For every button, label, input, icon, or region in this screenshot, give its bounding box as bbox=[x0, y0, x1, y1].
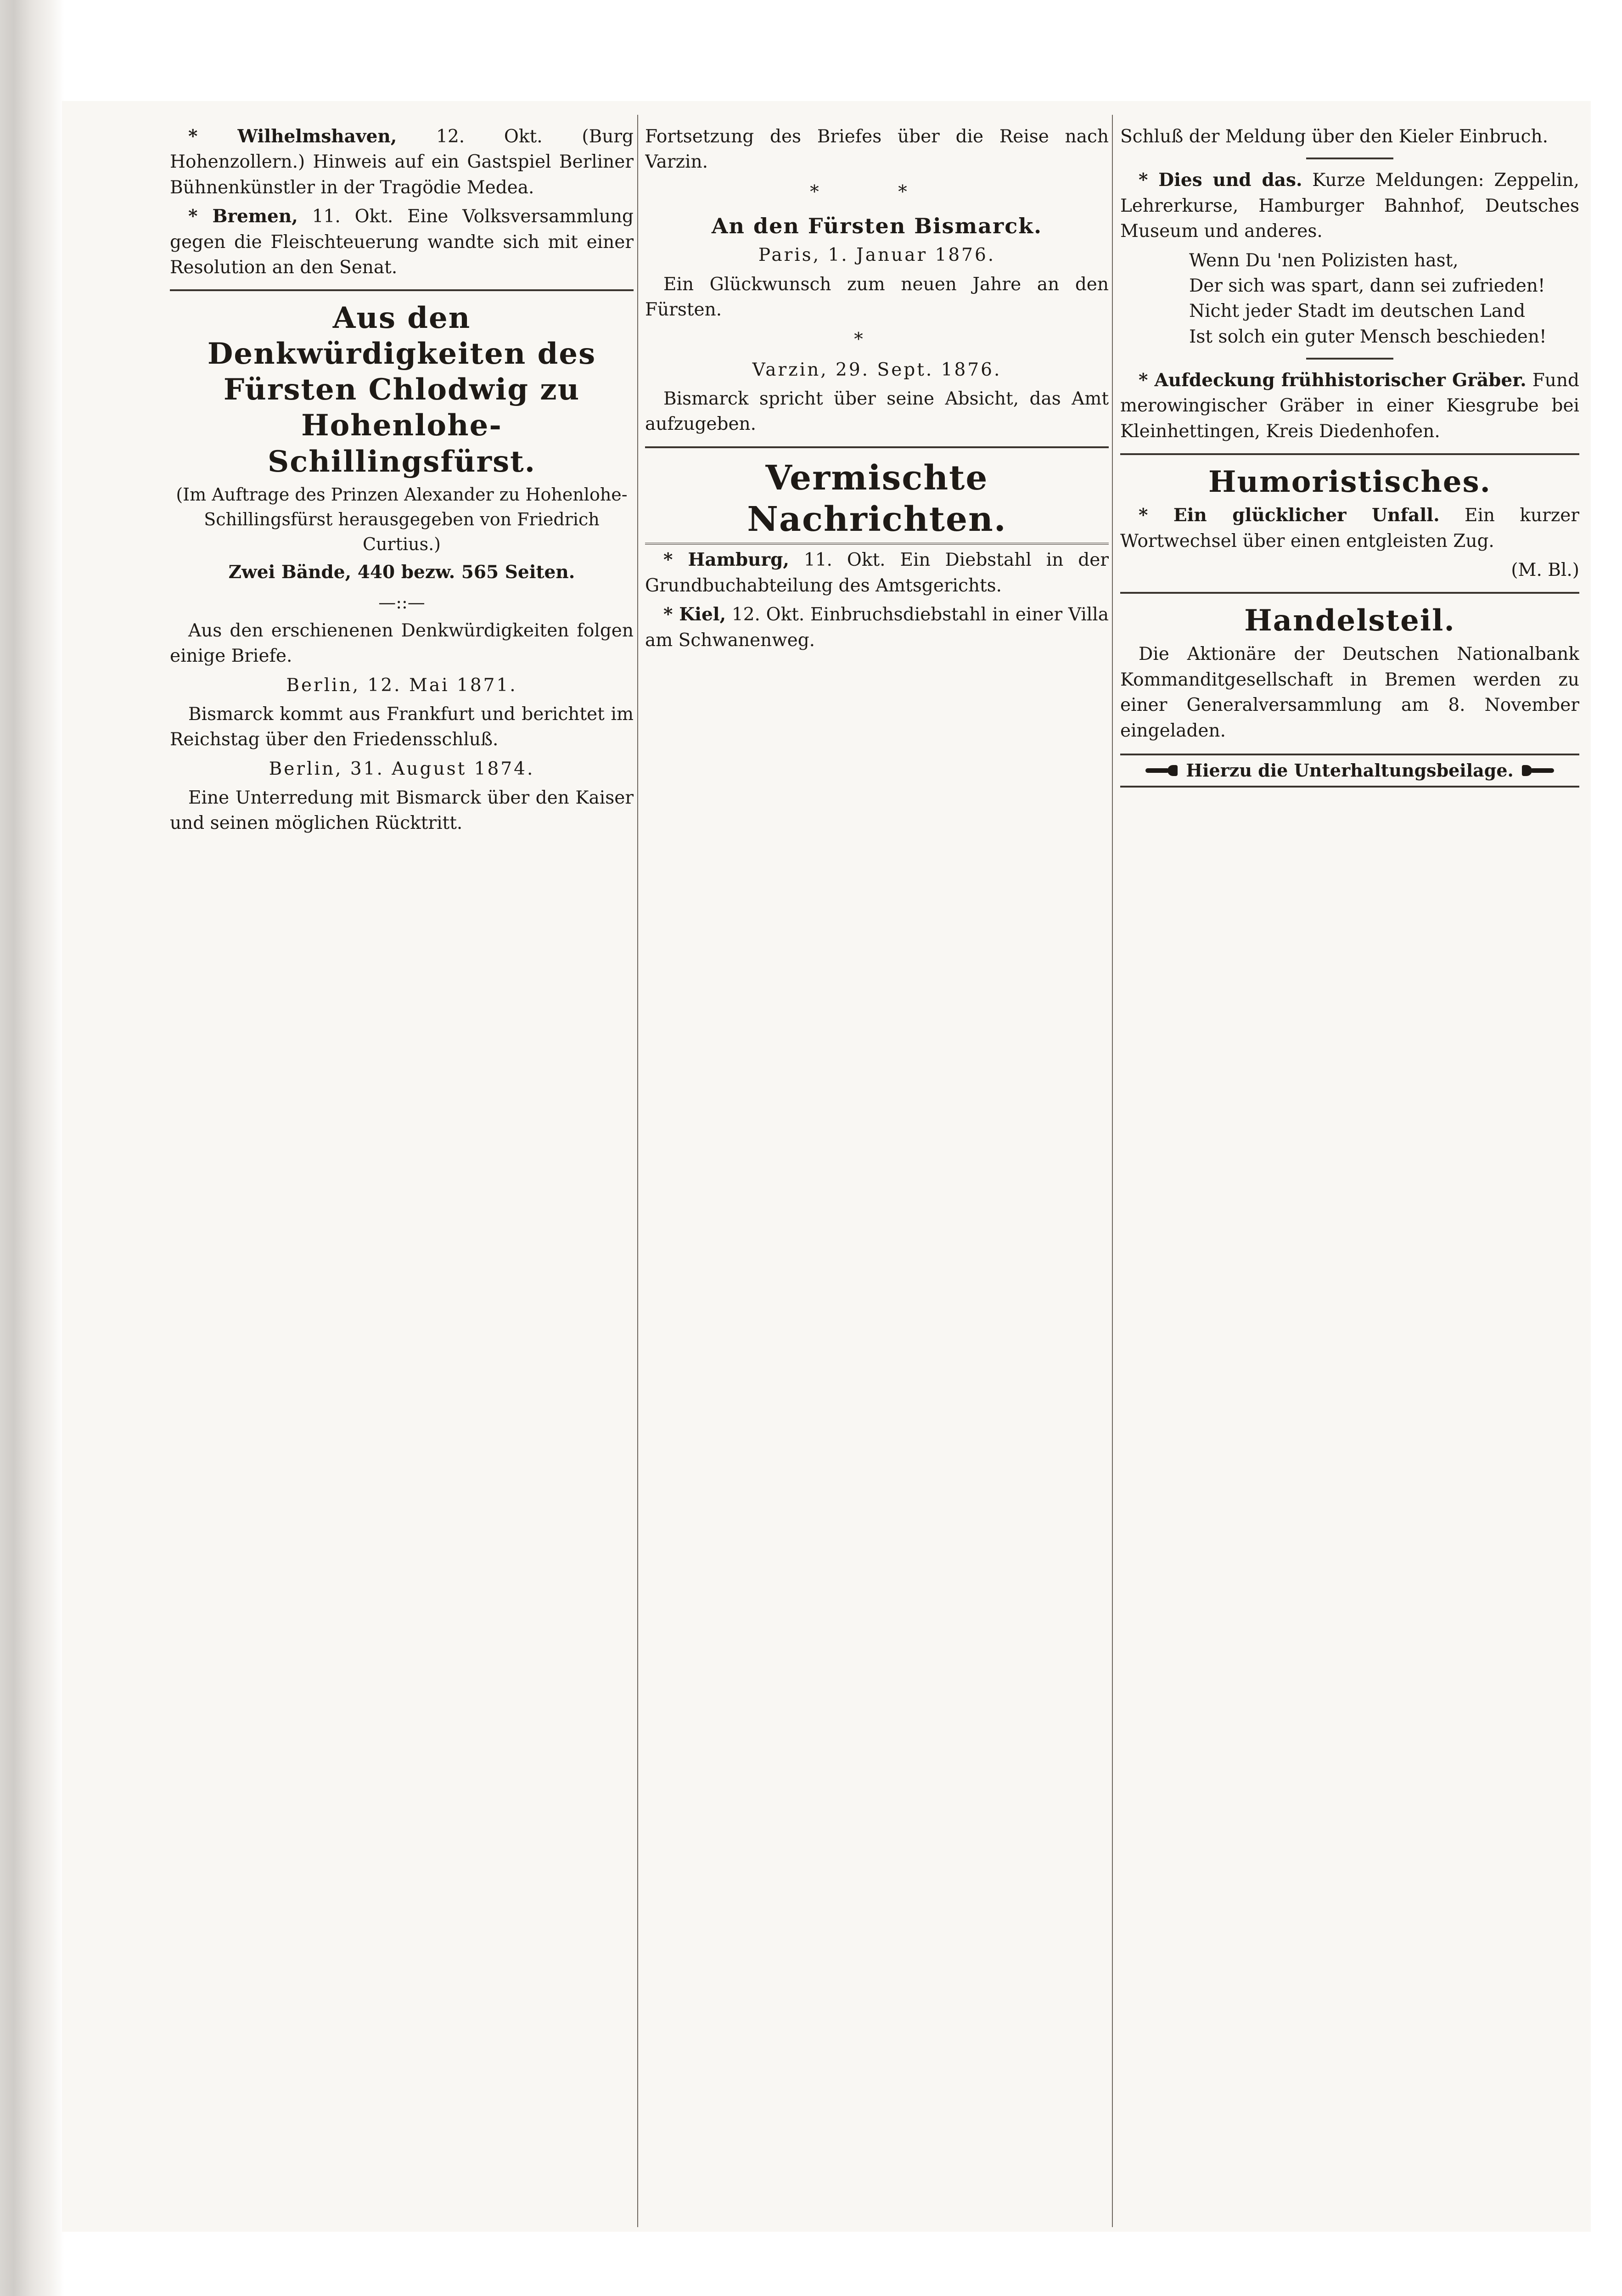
letter-paragraph: Eine Unterredung mit Bismarck über den Kaiser und seinen möglichen Rücktritt. bbox=[170, 788, 634, 834]
item-text: 12. Okt. Einbruchsdiebstahl in einer Villa am Schwanenweg. bbox=[645, 604, 1109, 651]
column-divider bbox=[1112, 115, 1113, 2227]
news-item-wilhelmshaven bbox=[170, 124, 634, 200]
item-text: 12. Okt. (Burg Hohenzollern.) Hinweis auf ein Gastspiel Berliner Bühnenkünstler in der Tragödie Medea. bbox=[170, 126, 634, 198]
news-item-hamburg bbox=[645, 547, 1109, 598]
poem-verse bbox=[1120, 248, 1579, 350]
ornament-divider: —::— bbox=[378, 592, 425, 613]
news-item-graeber bbox=[1120, 368, 1579, 444]
item-heading: * Hamburg, bbox=[663, 549, 789, 571]
item-text: Kurze Meldungen: Zeppelin, Lehrerkurse, Hamburger Bahnhof, Deutsches Museum und anderes. bbox=[1120, 170, 1579, 242]
dateline: Berlin, 12. Mai 1871. bbox=[286, 675, 517, 696]
trade-paragraph: Die Aktionäre der Deutschen Nationalbank Kommanditgesellschaft in Bremen werden zu einer Generalversammlung am 8. November eingeladen. bbox=[1120, 644, 1579, 741]
item-text: Ein kurzer Wortwechsel über einen entgleisten Zug. bbox=[1120, 505, 1579, 551]
short-rule bbox=[1306, 158, 1393, 159]
item-text: 11. Okt. Ein Diebstahl in der Grundbuchabteilung des Amtsgerichts. bbox=[645, 550, 1109, 596]
section-title-humoristisches: Humoristisches. bbox=[1208, 465, 1491, 500]
dateline: Paris, 1. Januar 1876. bbox=[758, 245, 996, 266]
item-heading: * Aufdeckung frühhistorischer Gräber. bbox=[1139, 370, 1527, 391]
section-rule bbox=[170, 289, 634, 291]
star-separator: * * bbox=[810, 181, 944, 203]
pointing-hand-icon bbox=[1522, 764, 1554, 777]
volume-info: Zwei Bände, 440 bezw. 565 Seiten. bbox=[228, 561, 575, 583]
letter-paragraph: Bismarck kommt aus Frankfurt und berichtet im Reichstag über den Friedensschluß. bbox=[170, 703, 634, 750]
section-rule bbox=[1120, 592, 1579, 594]
humor-source: (M. Bl.) bbox=[1511, 559, 1579, 580]
letter-paragraph: Ein Glückwunsch zum neuen Jahre an den Fürsten. bbox=[645, 274, 1109, 320]
scan-edge bbox=[0, 0, 64, 2296]
section-title-denkwuerdigkeiten: Aus den Denkwürdigkeiten des Fürsten Chlodwig zu Hohenlohe-Schillingsfürst. bbox=[207, 301, 596, 479]
pointing-hand-icon bbox=[1145, 764, 1178, 777]
news-item-dies-und-das bbox=[1120, 168, 1579, 244]
item-heading: * Wilhelmshaven, bbox=[188, 126, 397, 147]
item-text: Fund merowingischer Gräber in einer Kiesgrube bei Kleinhettingen, Kreis Diedenhofen. bbox=[1120, 370, 1579, 442]
column-left bbox=[170, 124, 634, 2218]
item-heading: * Bremen, bbox=[188, 206, 298, 227]
section-rule bbox=[1120, 453, 1579, 455]
column-divider bbox=[637, 115, 638, 2227]
short-rule bbox=[1306, 358, 1393, 360]
news-continuation: Schluß der Meldung über den Kieler Einbruch. bbox=[1120, 126, 1549, 147]
news-item-bremen bbox=[170, 204, 634, 280]
verse-line: Der sich was spart, dann sei zufrieden! bbox=[1189, 275, 1545, 296]
section-title-vermischte-nachrichten: Vermischte Nachrichten. bbox=[645, 457, 1109, 545]
supplement-note-text: Hierzu die Unterhaltungsbeilage. bbox=[1186, 760, 1514, 781]
verse-line: Wenn Du 'nen Polizisten hast, bbox=[1189, 250, 1459, 271]
section-rule bbox=[645, 446, 1109, 448]
news-item-kiel bbox=[645, 602, 1109, 653]
section-title-handelsteil: Handelsteil. bbox=[1244, 603, 1455, 638]
item-text: 11. Okt. Eine Volksversammlung gegen die Fleischteuerung wandte sich mit einer Resolution an den Senat. bbox=[170, 206, 634, 278]
dateline: Berlin, 31. August 1874. bbox=[269, 758, 535, 779]
letter-continuation: Fortsetzung des Briefes über die Reise nach Varzin. bbox=[645, 126, 1109, 173]
item-heading: * Kiel, bbox=[663, 604, 726, 625]
verse-line: Nicht jeder Stadt im deutschen Land bbox=[1189, 301, 1526, 322]
letter-title: An den Fürsten Bismarck. bbox=[711, 214, 1043, 239]
humor-item bbox=[1120, 503, 1579, 554]
supplement-note bbox=[1120, 754, 1579, 788]
star-separator: * bbox=[854, 329, 900, 350]
column-middle bbox=[645, 124, 1109, 2218]
item-heading: * Ein glücklicher Unfall. bbox=[1139, 505, 1440, 526]
verse-line: Ist solch ein guter Mensch beschieden! bbox=[1189, 326, 1547, 347]
editor-note: (Im Auftrage des Prinzen Alexander zu Hohenlohe-Schillingsfürst herausgegeben von Friedrich Curtius.) bbox=[176, 484, 628, 554]
intro-paragraph: Aus den erschienenen Denkwürdigkeiten folgen einige Briefe. bbox=[170, 620, 634, 667]
column-right bbox=[1120, 124, 1579, 2218]
dateline: Varzin, 29. Sept. 1876. bbox=[752, 359, 1002, 380]
item-heading: * Dies und das. bbox=[1139, 169, 1302, 191]
letter-paragraph: Bismarck spricht über seine Absicht, das Amt aufzugeben. bbox=[645, 388, 1109, 435]
